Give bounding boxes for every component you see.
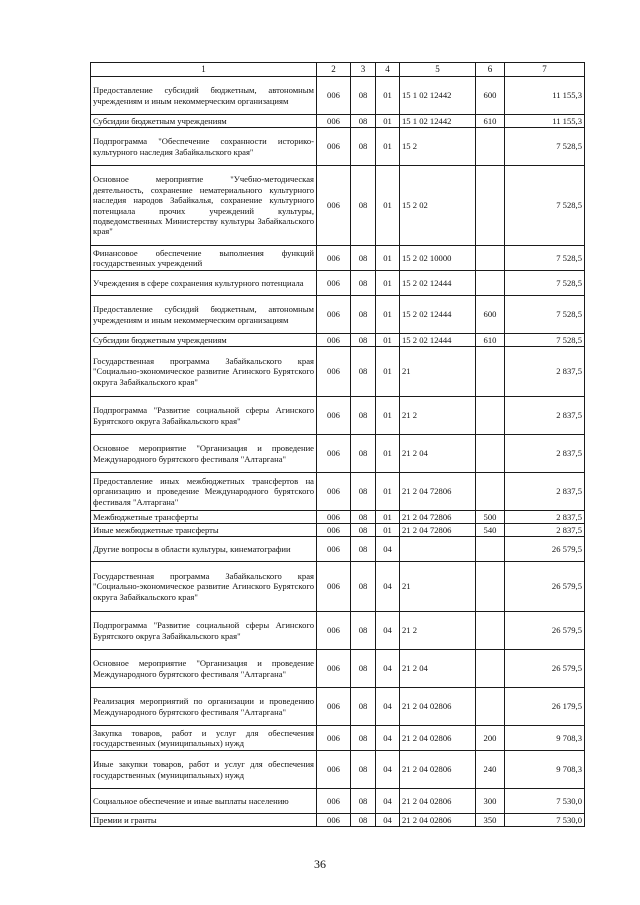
- subsection-code: 01: [376, 511, 400, 524]
- section-code: 08: [351, 650, 376, 688]
- row-name: Закупка товаров, работ и услуг для обеспечения государственных (муниципальных) нужд: [91, 726, 317, 751]
- section-code: 08: [351, 397, 376, 435]
- ministry-code: 006: [317, 347, 351, 397]
- ministry-code: 006: [317, 334, 351, 347]
- expense-type-code: [476, 435, 505, 473]
- target-article-code: 21 2 04: [400, 650, 476, 688]
- ministry-code: 006: [317, 688, 351, 726]
- expense-type-code: 610: [476, 334, 505, 347]
- table-row: [91, 77, 585, 115]
- row-name: Социальное обеспечение и иные выплаты населению: [91, 789, 317, 814]
- row-name: Основное мероприятие "Учебно-методическая деятельность, сохранение нематериального культурного наследия народов Забайкалья, сохранение культурного потенциала прочих учреждений культуры, подведомственных Министерству культуры Забайкальского края": [91, 166, 317, 246]
- expense-type-code: 500: [476, 511, 505, 524]
- amount: 11 155,3: [505, 77, 585, 115]
- ministry-code: 006: [317, 246, 351, 271]
- section-code: 08: [351, 789, 376, 814]
- section-code: 08: [351, 296, 376, 334]
- row-name: Реализация мероприятий по организации и проведению Международного бурятского фестиваля "Алтаргана": [91, 688, 317, 726]
- subsection-code: 04: [376, 814, 400, 827]
- ministry-code: 006: [317, 473, 351, 511]
- ministry-code: 006: [317, 726, 351, 751]
- subsection-code: 04: [376, 789, 400, 814]
- expense-type-code: [476, 688, 505, 726]
- amount: 7 528,5: [505, 246, 585, 271]
- amount: 7 528,5: [505, 166, 585, 246]
- target-article-code: 15 2 02 12444: [400, 296, 476, 334]
- row-name: Предоставление субсидий бюджетным, автономным учреждениям и иным некоммерческим организациям: [91, 296, 317, 334]
- subsection-code: 01: [376, 128, 400, 166]
- expense-type-code: [476, 562, 505, 612]
- row-name: Государственная программа Забайкальского края "Социально-экономическое развитие Агинского Бурятского округа Забайкальского края": [91, 562, 317, 612]
- header-cell-6: 6: [476, 63, 505, 77]
- header-cell-4: 4: [376, 63, 400, 77]
- ministry-code: 006: [317, 612, 351, 650]
- subsection-code: 01: [376, 246, 400, 271]
- target-article-code: 21 2 04 02806: [400, 751, 476, 789]
- expense-type-code: [476, 166, 505, 246]
- subsection-code: 04: [376, 537, 400, 562]
- row-name: Подпрограмма "Развитие социальной сферы Агинского Бурятского округа Забайкальского края": [91, 397, 317, 435]
- subsection-code: 01: [376, 473, 400, 511]
- amount: 2 837,5: [505, 511, 585, 524]
- row-name: Иные закупки товаров, работ и услуг для обеспечения государственных (муниципальных) нужд: [91, 751, 317, 789]
- section-code: 08: [351, 726, 376, 751]
- amount: 11 155,3: [505, 115, 585, 128]
- target-article-code: 21 2 04 72806: [400, 511, 476, 524]
- row-name: Учреждения в сфере сохранения культурного потенциала: [91, 271, 317, 296]
- expense-type-code: 200: [476, 726, 505, 751]
- table-row: [91, 296, 585, 334]
- page-number: 36: [314, 857, 326, 871]
- table-row: [91, 562, 585, 612]
- expense-type-code: 300: [476, 789, 505, 814]
- table-row: [91, 612, 585, 650]
- amount: 9 708,3: [505, 751, 585, 789]
- amount: 2 837,5: [505, 397, 585, 435]
- section-code: 08: [351, 271, 376, 296]
- row-name: Межбюджетные трансферты: [91, 511, 317, 524]
- section-code: 08: [351, 115, 376, 128]
- expense-type-code: [476, 271, 505, 296]
- section-code: 08: [351, 537, 376, 562]
- expense-type-code: [476, 397, 505, 435]
- amount: 26 579,5: [505, 562, 585, 612]
- table-row: [91, 246, 585, 271]
- amount: 2 837,5: [505, 473, 585, 511]
- expense-type-code: [476, 650, 505, 688]
- target-article-code: 21 2 04 02806: [400, 688, 476, 726]
- amount: 2 837,5: [505, 524, 585, 537]
- amount: 26 579,5: [505, 537, 585, 562]
- subsection-code: 04: [376, 612, 400, 650]
- subsection-code: 01: [376, 271, 400, 296]
- row-name: Иные межбюджетные трансферты: [91, 524, 317, 537]
- table-row: [91, 814, 585, 827]
- ministry-code: 006: [317, 751, 351, 789]
- subsection-code: 04: [376, 688, 400, 726]
- expense-type-code: 540: [476, 524, 505, 537]
- subsection-code: 01: [376, 166, 400, 246]
- amount: 7 528,5: [505, 296, 585, 334]
- table-row: [91, 166, 585, 246]
- expense-type-code: 240: [476, 751, 505, 789]
- target-article-code: 21: [400, 562, 476, 612]
- header-row: [91, 63, 585, 77]
- amount: 9 708,3: [505, 726, 585, 751]
- ministry-code: 006: [317, 789, 351, 814]
- row-name: Основное мероприятие "Организация и проведение Международного бурятского фестиваля "Алтаргана": [91, 650, 317, 688]
- subsection-code: 04: [376, 562, 400, 612]
- target-article-code: 15 1 02 12442: [400, 115, 476, 128]
- target-article-code: 21 2 04: [400, 435, 476, 473]
- row-name: Премии и гранты: [91, 814, 317, 827]
- section-code: 08: [351, 562, 376, 612]
- table-row: [91, 435, 585, 473]
- expense-type-code: 350: [476, 814, 505, 827]
- row-name: Субсидии бюджетным учреждениям: [91, 115, 317, 128]
- table-row: [91, 650, 585, 688]
- section-code: 08: [351, 334, 376, 347]
- section-code: 08: [351, 128, 376, 166]
- amount: 26 579,5: [505, 650, 585, 688]
- subsection-code: 04: [376, 650, 400, 688]
- ministry-code: 006: [317, 77, 351, 115]
- amount: 2 837,5: [505, 435, 585, 473]
- expense-type-code: [476, 537, 505, 562]
- ministry-code: 006: [317, 271, 351, 296]
- row-name: Подпрограмма "Обеспечение сохранности историко-культурного наследия Забайкальского края": [91, 128, 317, 166]
- ministry-code: 006: [317, 537, 351, 562]
- ministry-code: 006: [317, 435, 351, 473]
- target-article-code: 15 2 02 10000: [400, 246, 476, 271]
- row-name: Предоставление иных межбюджетных трансфертов на организацию и проведение Международного бурятского фестиваля "Алтаргана": [91, 473, 317, 511]
- row-name: Другие вопросы в области культуры, кинематографии: [91, 537, 317, 562]
- section-code: 08: [351, 814, 376, 827]
- subsection-code: 04: [376, 751, 400, 789]
- table-row: [91, 537, 585, 562]
- target-article-code: 21 2 04 02806: [400, 726, 476, 751]
- section-code: 08: [351, 511, 376, 524]
- table-row: [91, 473, 585, 511]
- target-article-code: 21: [400, 347, 476, 397]
- expense-type-code: [476, 347, 505, 397]
- row-name: Государственная программа Забайкальского края "Социально-экономическое развитие Агинского Бурятского округа Забайкальского края": [91, 347, 317, 397]
- amount: 7 530,0: [505, 814, 585, 827]
- ministry-code: 006: [317, 128, 351, 166]
- row-name: Подпрограмма "Развитие социальной сферы Агинского Бурятского округа Забайкальского края": [91, 612, 317, 650]
- amount: 2 837,5: [505, 347, 585, 397]
- ministry-code: 006: [317, 524, 351, 537]
- expense-type-code: 610: [476, 115, 505, 128]
- amount: 26 179,5: [505, 688, 585, 726]
- table-row: [91, 334, 585, 347]
- header-cell-1: 1: [91, 63, 317, 77]
- header-cell-3: 3: [351, 63, 376, 77]
- section-code: 08: [351, 166, 376, 246]
- amount: 7 528,5: [505, 334, 585, 347]
- section-code: 08: [351, 612, 376, 650]
- header-cell-2: 2: [317, 63, 351, 77]
- row-name: Предоставление субсидий бюджетным, автономным учреждениям и иным некоммерческим организациям: [91, 77, 317, 115]
- table-row: [91, 397, 585, 435]
- amount: 7 528,5: [505, 271, 585, 296]
- expense-type-code: 600: [476, 77, 505, 115]
- section-code: 08: [351, 751, 376, 789]
- target-article-code: 21 2 04 02806: [400, 814, 476, 827]
- subsection-code: 01: [376, 435, 400, 473]
- ministry-code: 006: [317, 397, 351, 435]
- target-article-code: 21 2 04 02806: [400, 789, 476, 814]
- table-row: [91, 128, 585, 166]
- section-code: 08: [351, 77, 376, 115]
- table-row: [91, 524, 585, 537]
- subsection-code: 01: [376, 296, 400, 334]
- section-code: 08: [351, 524, 376, 537]
- section-code: 08: [351, 347, 376, 397]
- budget-table: [90, 62, 585, 827]
- target-article-code: 15 2 02 12444: [400, 271, 476, 296]
- ministry-code: 006: [317, 650, 351, 688]
- amount: 7 528,5: [505, 128, 585, 166]
- header-cell-5: 5: [400, 63, 476, 77]
- subsection-code: 01: [376, 334, 400, 347]
- expense-type-code: [476, 246, 505, 271]
- ministry-code: 006: [317, 814, 351, 827]
- header-cell-7: 7: [505, 63, 585, 77]
- expense-type-code: [476, 612, 505, 650]
- subsection-code: 01: [376, 115, 400, 128]
- target-article-code: 21 2: [400, 397, 476, 435]
- ministry-code: 006: [317, 115, 351, 128]
- row-name: Финансовое обеспечение выполнения функций государственных учреждений: [91, 246, 317, 271]
- target-article-code: 21 2 04 72806: [400, 473, 476, 511]
- target-article-code: 15 2: [400, 128, 476, 166]
- subsection-code: 01: [376, 77, 400, 115]
- target-article-code: 15 2 02: [400, 166, 476, 246]
- ministry-code: 006: [317, 296, 351, 334]
- table-row: [91, 789, 585, 814]
- expense-type-code: [476, 473, 505, 511]
- ministry-code: 006: [317, 511, 351, 524]
- target-article-code: 21 2 04 72806: [400, 524, 476, 537]
- target-article-code: 21 2: [400, 612, 476, 650]
- subsection-code: 01: [376, 524, 400, 537]
- table-row: [91, 115, 585, 128]
- table-row: [91, 511, 585, 524]
- table-row: [91, 688, 585, 726]
- amount: 26 579,5: [505, 612, 585, 650]
- table-row: [91, 347, 585, 397]
- table-body: [91, 77, 585, 827]
- target-article-code: 15 1 02 12442: [400, 77, 476, 115]
- table-row: [91, 726, 585, 751]
- table-row: [91, 751, 585, 789]
- ministry-code: 006: [317, 166, 351, 246]
- section-code: 08: [351, 473, 376, 511]
- subsection-code: 04: [376, 726, 400, 751]
- subsection-code: 01: [376, 347, 400, 397]
- amount: 7 530,0: [505, 789, 585, 814]
- ministry-code: 006: [317, 562, 351, 612]
- row-name: Субсидии бюджетным учреждениям: [91, 334, 317, 347]
- target-article-code: [400, 537, 476, 562]
- row-name: Основное мероприятие "Организация и проведение Международного бурятского фестиваля "Алтаргана": [91, 435, 317, 473]
- target-article-code: 15 2 02 12444: [400, 334, 476, 347]
- budget-sheet: [90, 62, 584, 827]
- table-row: [91, 271, 585, 296]
- subsection-code: 01: [376, 397, 400, 435]
- expense-type-code: 600: [476, 296, 505, 334]
- expense-type-code: [476, 128, 505, 166]
- section-code: 08: [351, 246, 376, 271]
- section-code: 08: [351, 688, 376, 726]
- section-code: 08: [351, 435, 376, 473]
